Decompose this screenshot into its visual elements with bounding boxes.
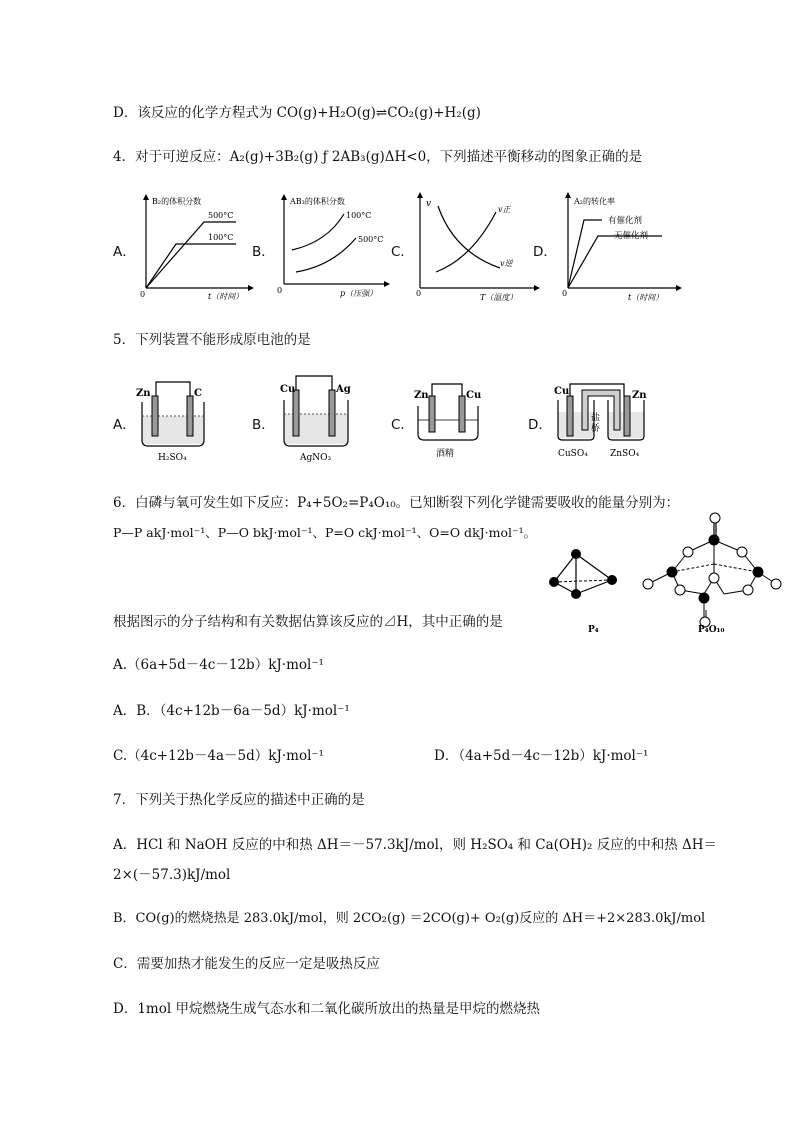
q5a-left: Zn	[136, 388, 151, 399]
q4-graph-a	[136, 192, 254, 304]
q5-cell-b	[276, 372, 358, 464]
q4-graph-c	[410, 192, 540, 304]
q4b-xlabel: p（压强）	[340, 289, 378, 298]
q4c-xlabel: T（温度）	[480, 293, 518, 302]
q4a-curve1: 500°C	[208, 211, 234, 220]
q6-molecule-figure	[548, 510, 788, 636]
q6-option-b: A．B．（4c+12b－6a－5d）kJ·mol⁻¹	[113, 703, 350, 719]
q4a-origin: 0	[140, 290, 146, 299]
q5-cell-a	[132, 378, 214, 464]
q6-option-d: D．（4a+5d－4c－12b）kJ·mol⁻¹	[434, 748, 649, 764]
q5-cell-c	[410, 378, 488, 462]
q5a-right: C	[194, 388, 202, 399]
q5d-sol-right: ZnSO₄	[610, 449, 640, 459]
q5d-right: Zn	[632, 390, 647, 401]
q4b-origin: 0	[277, 286, 283, 295]
q6-question: 根据图示的分子结构和有关数据估算该反应的⊿H，其中正确的是	[113, 614, 503, 630]
q4-label-c: C．	[391, 244, 414, 260]
q5d-left: Cu	[554, 386, 570, 397]
q4a-ylabel: B₂的体积分数	[152, 197, 202, 206]
q4-graph-d	[558, 192, 682, 304]
q4b-curve2: 500°C	[358, 235, 384, 244]
q4d-curve2: 无催化剂	[614, 231, 649, 241]
q6-label-p4: P₄	[588, 625, 599, 635]
q7-option-d: D．1mol 甲烷燃烧生成气态水和二氧化碳所放出的热量是甲烷的燃烧热	[113, 1001, 540, 1017]
q7-option-c: C．需要加热才能发生的反应一定是吸热反应	[113, 956, 380, 972]
q5-cell-d	[552, 378, 652, 464]
q4c-origin: 0	[416, 289, 422, 298]
q4d-xlabel: t（时间）	[628, 293, 664, 302]
q6-option-a: A.（6a+5d－4c－12b）kJ·mol⁻¹	[113, 657, 324, 673]
q4-label-d: D．	[533, 244, 557, 260]
q5-label-c: C．	[391, 417, 414, 433]
q7-option-a-line1: A．HCl 和 NaOH 反应的中和热 ΔH＝－57.3kJ/mol，则 H₂SO₄ 和 Ca(OH)₂ 反应的中和热 ΔH＝	[113, 837, 718, 853]
q4d-ylabel: A₂的转化率	[574, 197, 615, 206]
q5-stem: 5．下列装置不能形成原电池的是	[113, 332, 311, 348]
q7-option-b: B．CO(g)的燃烧热是 283.0kJ/mol，则 2CO₂(g) ＝2CO(g)+ O₂(g)反应的 ΔH＝+2×283.0kJ/mol	[113, 911, 706, 926]
q4d-origin: 0	[562, 289, 568, 298]
q5b-left: Cu	[280, 384, 296, 395]
q4c-curve1: v正	[498, 205, 511, 214]
q5-label-d: D．	[528, 417, 552, 433]
q4b-curve1: 100°C	[346, 211, 372, 220]
q7-stem: 7．下列关于热化学反应的描述中正确的是	[113, 792, 365, 808]
q5c-solution: 酒精	[436, 449, 455, 459]
q4a-xlabel: t（时间）	[208, 292, 244, 301]
q5a-solution: H₂SO₄	[158, 453, 187, 463]
q5-label-b: B．	[252, 417, 275, 433]
q4a-curve2: 100°C	[208, 233, 234, 242]
q3-option-d: D．该反应的化学方程式为 CO(g)+H₂O(g)⇌CO₂(g)+H₂(g)	[113, 105, 481, 121]
q4-graph-b	[272, 192, 390, 304]
q4-label-a: A．	[113, 244, 136, 260]
q4c-curve2: v逆	[500, 259, 513, 268]
q4-stem: 4．对于可逆反应：A₂(g)+3B₂(g) ƒ 2AB₃(g)ΔH<0，下列描述平衡移动的图象正确的是	[113, 149, 643, 165]
q5c-left: Zn	[414, 390, 429, 401]
q5d-bridge: 盐桥	[589, 412, 599, 434]
q6-option-c: C.（4c+12b－4a－5d）kJ·mol⁻¹	[113, 748, 324, 764]
q4-label-b: B．	[252, 244, 275, 260]
q4c-ylabel: v	[426, 199, 432, 209]
q7-option-a-line2: 2×(－57.3)kJ/mol	[113, 867, 231, 883]
q5d-sol-left: CuSO₄	[558, 449, 588, 459]
q6-bonds: P—P akJ·mol⁻¹、P—O bkJ·mol⁻¹、P=O ckJ·mol⁻¹、O=O dkJ·mol⁻¹。	[113, 525, 537, 540]
q6-label-p4o10: P₄O₁₀	[698, 625, 725, 635]
q5-label-a: A．	[113, 417, 136, 433]
q6-stem: 6．白磷与氧可发生如下反应：P₄+5O₂=P₄O₁₀。已知断裂下列化学键需要吸收的能量分别为：	[113, 495, 680, 511]
q5c-right: Cu	[466, 390, 482, 401]
q4d-curve1: 有催化剂	[608, 216, 643, 226]
q5b-right: Ag	[336, 384, 351, 395]
q4b-ylabel: AB₃的体积分数	[290, 197, 345, 206]
q5b-solution: AgNO₃	[300, 453, 332, 463]
